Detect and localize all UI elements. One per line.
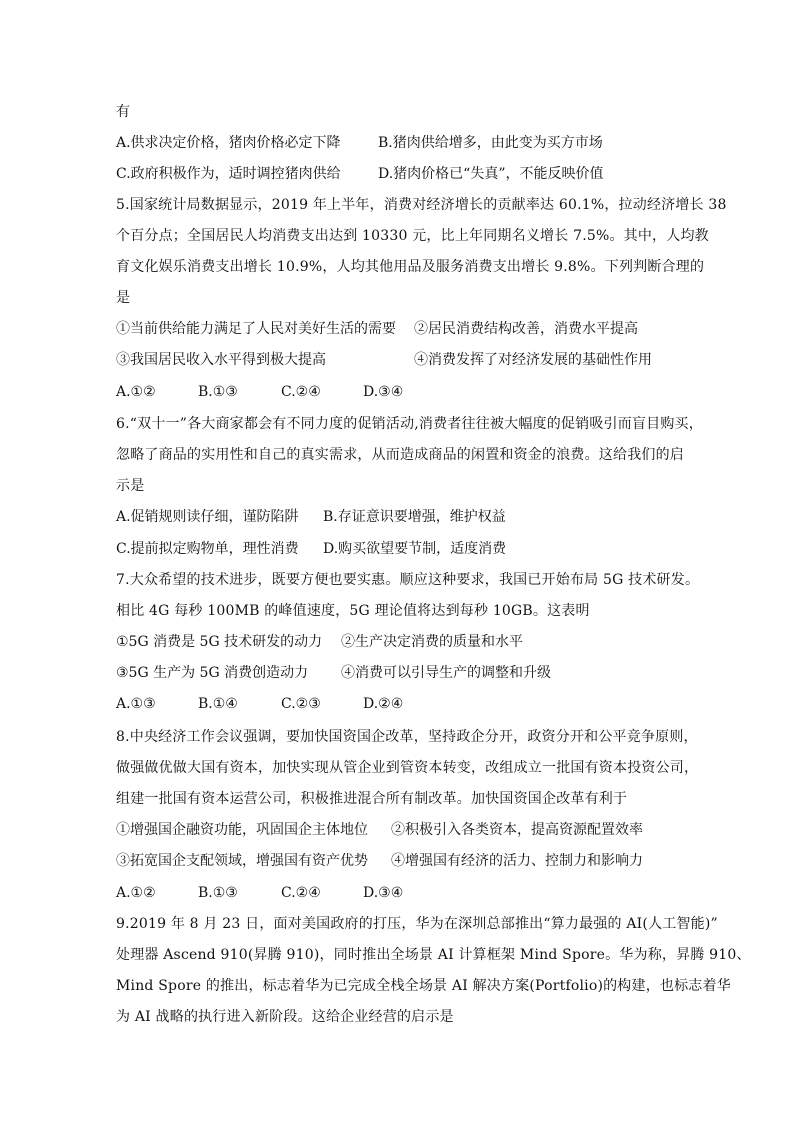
q7-option-c: C.②③ — [281, 696, 321, 712]
q5-stem-line: 个百分点；全国居民人均消费支出达到 10330 元，比上年同期名义增长 7.5%。其中，人均教 — [116, 228, 709, 244]
q7-option-a: A.①③ — [116, 696, 156, 712]
q5-statement-3: ③我国居民收入水平得到极大提高 — [116, 352, 326, 368]
q4-option-d: D.猪肉价格已“失真”，不能反映价值 — [378, 166, 604, 182]
q5-option-c: C.②④ — [281, 384, 321, 400]
q8-statement-2: ②积极引入各类资本，提高资源配置效率 — [391, 822, 643, 838]
q8-statement-4: ④增强国有经济的活力、控制力和影响力 — [391, 853, 643, 869]
q8-stem-line: 组建一批国有资本运营公司，积极推进混合所有制改革。加快国资国企改革有利于 — [116, 791, 628, 807]
q6-option-d: D.购买欲望要节制，适度消费 — [323, 541, 507, 557]
q5-statement-4: ④消费发挥了对经济发展的基础性作用 — [414, 352, 652, 368]
q6-stem-line: 示是 — [116, 478, 145, 494]
q4-option-a: A.供求决定价格，猪肉价格必定下降 — [116, 135, 341, 151]
q6-stem-line: 6.“双十一”各大商家都会有不同力度的促销活动,消费者往往被大幅度的促销吸引而盲目购买， — [116, 416, 703, 432]
q5-option-a: A.①② — [116, 384, 156, 400]
q7-stem-line: 7.大众希望的技术进步，既要方便也要实惠。顺应这种要求，我国已开始布局 5G 技术研发。 — [116, 572, 700, 588]
q5-stem-line: 育文化娱乐消费支出增长 10.9%，人均其他用品及服务消费支出增长 9.8%。下列判断合理的 — [116, 259, 705, 275]
q8-stem-line: 8.中央经济工作会议强调，要加快国资国企改革，坚持政企分开，政资分开和公平竞争原则， — [116, 729, 698, 745]
q8-option-b: B.①③ — [198, 885, 238, 901]
q5-stem-line: 5.国家统计局数据显示，2019 年上半年，消费对经济增长的贡献率达 60.1%，拉动经济增长 38 — [116, 197, 727, 213]
q7-stem-line: 相比 4G 每秒 100MB 的峰值速度，5G 理论值将达到每秒 10GB。这表明 — [116, 603, 590, 619]
q6-stem-line: 忽略了商品的实用性和自己的真实需求，从而造成商品的闲置和资金的浪费。这给我们的启 — [116, 447, 684, 463]
q4-option-c: C.政府积极作为，适时调控猪肉供给 — [116, 166, 341, 182]
q6-option-a: A.促销规则读仔细，谨防陷阱 — [116, 509, 299, 525]
q7-statement-3: ③5G 生产为 5G 消费创造动力 — [116, 665, 309, 681]
q5-option-b: B.①③ — [198, 384, 238, 400]
q9-stem-line: Mind Spore 的推出，标志着华为已完成全栈全场景 AI 解决方案(Portfolio)的构建，也标志着华 — [116, 978, 731, 994]
q8-statement-3: ③拓宽国企支配领域，增强国有资产优势 — [116, 853, 368, 869]
q8-option-d: D.③④ — [363, 885, 404, 901]
q7-statement-2: ②生产决定消费的质量和水平 — [341, 634, 523, 650]
q9-stem-line: 9.2019 年 8 月 23 日，面对美国政府的打压，华为在深圳总部推出“算力最强的 AI(人工智能)” — [116, 916, 718, 932]
q5-stem-line: 是 — [116, 290, 131, 306]
q7-option-b: B.①④ — [198, 696, 238, 712]
q5-statement-2: ②居民消费结构改善，消费水平提高 — [414, 321, 638, 337]
q7-option-d: D.②④ — [363, 696, 404, 712]
q9-stem-line: 处理器 Ascend 910(昇腾 910)，同时推出全场景 AI 计算框架 Mind Spore。华为称，昇腾 910、 — [116, 947, 751, 963]
q7-statement-4: ④消费可以引导生产的调整和升级 — [341, 665, 551, 681]
q4-option-b: B.猪肉供给增多，由此变为买方市场 — [378, 135, 603, 151]
q8-option-c: C.②④ — [281, 885, 321, 901]
q6-option-c: C.提前拟定购物单，理性消费 — [116, 541, 299, 557]
q5-option-d: D.③④ — [363, 384, 404, 400]
q6-option-b: B.存证意识要增强，维护权益 — [323, 509, 506, 525]
q7-statement-1: ①5G 消费是 5G 技术研发的动力 — [116, 634, 323, 650]
q8-statement-1: ①增强国企融资功能，巩固国企主体地位 — [116, 822, 368, 838]
q4-stem-tail: 有 — [116, 104, 131, 120]
q8-stem-line: 做强做优做大国有资本，加快实现从管企业到管资本转变，改组成立一批国有资本投资公司， — [116, 760, 699, 776]
q8-option-a: A.①② — [116, 885, 156, 901]
q5-statement-1: ①当前供给能力满足了人民对美好生活的需要 — [116, 321, 396, 337]
q9-stem-line: 为 AI 战略的执行进入新阶段。这给企业经营的启示是 — [116, 1009, 454, 1025]
